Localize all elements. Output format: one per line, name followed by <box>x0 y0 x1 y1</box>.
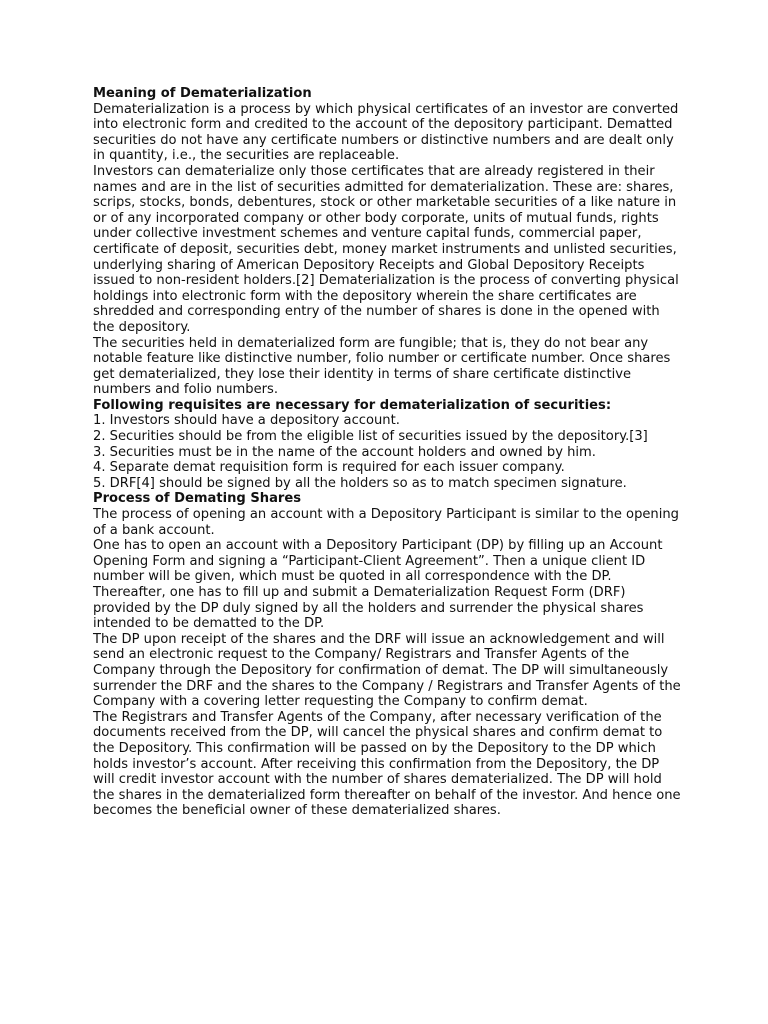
requisite-item: 3. Securities must be in the name of the account holders and owned by him. <box>93 444 596 460</box>
heading-process: Process of Demating Shares <box>93 491 302 507</box>
process-paragraph: The process of opening an account with a Depository Participant is similar to the opening of a bank account. <box>93 507 679 538</box>
paragraph-definition: Dematerialization is a process by which physical certificates of an investor are converted into electronic form and credited to the account of the depository participant. Dematted securities do not have any certificate numbers or distinctive numbers and are dealt only in quantity, i.e., the securities are replaceable. <box>93 101 679 164</box>
document-page <box>93 86 683 819</box>
paragraph-fungible: The securities held in dematerialized form are fungible; that is, they do not bear any notable feature like distinctive number, folio number or certificate number. Once shares get dematerialized, they lose their identity in terms of share certificate distinctive numbers and folio numbers. <box>93 335 671 398</box>
process-paragraph: Thereafter, one has to fill up and submit a Dematerialization Request Form (DRF) provided by the DP duly signed by all the holders and surrender the physical shares intended to be dematted to the DP. <box>93 585 644 632</box>
heading-requisites: Following requisites are necessary for dematerialization of securities: <box>93 397 612 413</box>
process-paragraph: The Registrars and Transfer Agents of the Company, after necessary verification of the documents received from the DP, will cancel the physical shares and confirm demat to the Depository. This confirmation will be passed on by the Depository to the DP which holds investor’s account. After receiving this confirmation from the Depository, the DP will credit investor account with the number of shares dematerialized. The DP will hold the shares in the dematerialized form thereafter on behalf of the investor. And hence one becomes the beneficial owner of these dematerialized shares. <box>93 709 681 819</box>
paragraph-eligible-securities: Investors can dematerialize only those certificates that are already registered in their names and are in the list of securities admitted for dematerialization. These are: shares, scrips, stocks, bonds, debentures, stock or other marketable securities of a like nature in or of any incorporated company or other body corporate, units of mutual funds, rights under collective investment schemes and venture capital funds, commercial paper, certificate of deposit, securities debt, money market instruments and unlisted securities, underlying sharing of American Depository Receipts and Global Depository Receipts issued to non-resident holders.[2] Dematerialization is the process of converting physical holdings into electronic form with the depository wherein the share certificates are shredded and corresponding entry of the number of shares is done in the opened with the depository. <box>93 163 679 335</box>
heading-meaning: Meaning of Dematerialization <box>93 86 312 101</box>
process-paragraph: One has to open an account with a Depository Participant (DP) by filling up an Account Opening Form and signing a “Participant-Client Agreement”. Then a unique client ID number will be given, which must be quoted in all correspondence with the DP. <box>93 538 663 585</box>
requisite-item: 1. Investors should have a depository account. <box>93 413 400 429</box>
process-paragraph: The DP upon receipt of the shares and the DRF will issue an acknowledgement and will send an electronic request to the Company/ Registrars and Transfer Agents of the Company through the Depository for confirmation of demat. The DP will simultaneously surrender the DRF and the shares to the Company / Registrars and Transfer Agents of the Company with a covering letter requesting the Company to confirm demat. <box>93 631 681 710</box>
requisite-item: 5. DRF[4] should be signed by all the holders so as to match specimen signature. <box>93 475 627 491</box>
requisite-item: 2. Securities should be from the eligible list of securities issued by the depository.[3] <box>93 429 648 445</box>
requisite-item: 4. Separate demat requisition form is required for each issuer company. <box>93 460 565 476</box>
